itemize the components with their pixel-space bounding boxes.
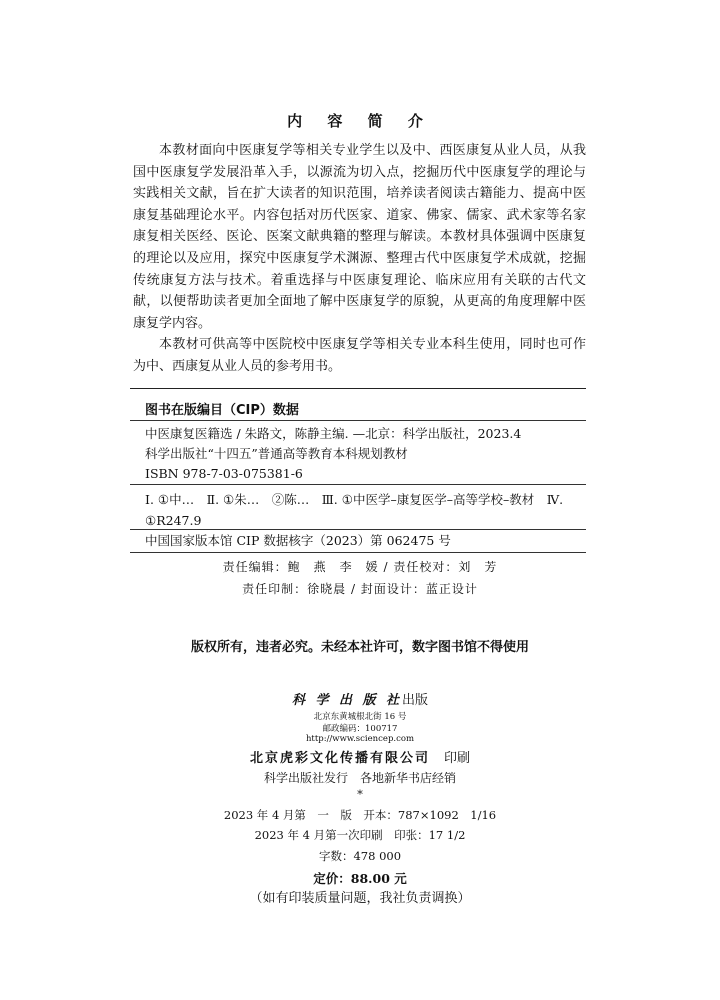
editors-credit: 责任编辑：鲍 燕 李 媛 / 责任校对：刘 芳 — [222, 560, 498, 574]
distribution-line: 科学出版社发行 各地新华书店经销 — [263, 771, 456, 785]
printing-credit: 责任印制：徐晓晨 / 封面设计：蓝正设计 — [242, 582, 478, 596]
price: 定价：88.00 元 — [313, 871, 407, 886]
printer-suffix: 印刷 — [444, 751, 471, 766]
synopsis-body — [133, 140, 586, 378]
publisher-suffix: 出版 — [402, 693, 429, 708]
cip-top-rule — [130, 388, 586, 389]
publisher-url: http://www.sciencep.com — [305, 734, 415, 744]
cip-classification: Ⅰ. ①中… Ⅱ. ①朱… ②陈… Ⅲ. ①中医学–康复医学–高等学校–教材 Ⅳ. ①R247.9 — [145, 492, 564, 528]
cip-divider — [130, 484, 586, 485]
cip-record — [145, 424, 585, 484]
cip-title-line: 中医康复医籍选 / 朱路文，陈静主编. —北京：科学出版社，2023.4 — [145, 426, 522, 441]
printer-line — [0, 747, 720, 766]
synopsis-paragraph-2: 本教材可供高等中医院校中医康复学等相关专业本科生使用，同时也可作为中、西康复从业人员的参考用书。 — [133, 337, 586, 374]
cip-divider — [130, 529, 586, 530]
word-count: 字数：478 000 — [318, 849, 402, 863]
cip-heading: 图书在版编目（CIP）数据 — [145, 403, 299, 418]
publisher-postcode: 邮政编码：100717 — [322, 724, 398, 734]
cip-divider — [130, 420, 586, 421]
printer-name: 北京虎彩文化传播有限公司 — [249, 751, 430, 766]
cip-series-line: 科学出版社“十四五”普通高等教育本科规划教材 — [145, 446, 408, 461]
replacement-note: （如有印装质量问题，我社负责调换） — [249, 891, 471, 906]
separator-star: * — [357, 787, 363, 801]
cip-isbn: ISBN 978-7-03-075381-6 — [145, 466, 303, 481]
copyright-notice: 版权所有，违者必究。未经本社许可，数字图书馆不得使用 — [190, 640, 529, 655]
cip-data-number: 中国国家版本馆 CIP 数据核字（2023）第 062475 号 — [145, 533, 451, 548]
publisher-address: 北京东黄城根北街 16 号 — [313, 712, 407, 722]
publisher-line — [0, 689, 720, 708]
edition-line: 2023 年 4 月第 一 版 开本：787×1092 1/16 — [223, 808, 497, 822]
publisher-logo: 科 学 出 版 社 — [291, 693, 403, 708]
synopsis-title: 内 容 简 介 — [287, 112, 433, 130]
impression-line: 2023 年 4 月第一次印刷 印张：17 1/2 — [254, 828, 466, 842]
cip-bottom-rule — [130, 552, 586, 553]
synopsis-paragraph-1: 本教材面向中医康复学等相关专业学生以及中、西医康复从业人员，从我国中医康复学发展沿革入手，以源流为切入点，挖掘历代中医康复学的理论与实践相关文献，旨在扩大读者的知识范围，培养读者阅读古籍能力、提高中医康复基础理论水平。内容包括对历代医家、道家、佛家、儒家、武术家等名家康复相关医经、医论、医案文献典籍的整理与解读。本教材具体强调中医康复的理论以及应用，探究中医康复学术渊源、整理古代中医康复学术成就，挖掘传统康复方法与技术。着重选择与中医康复理论、临床应用有关联的古代文献，以便帮助读者更加全面地了解中医康复学的原貌，从更高的角度理解中医康复学内容。 — [133, 143, 586, 331]
